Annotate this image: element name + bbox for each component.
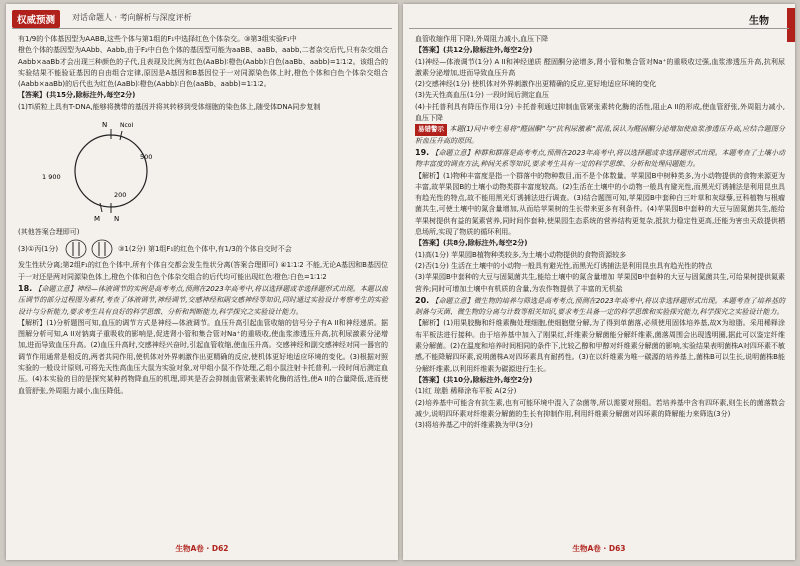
header-rule bbox=[409, 28, 789, 29]
paragraph: 有1/9的个体基因型为AABB,这些个体与第1组的F₁中选择红色个体杂交。③第3组实验F₁中 bbox=[18, 35, 297, 43]
plasmid-diagram bbox=[36, 115, 186, 225]
analysis: 【解析】(1)用果胶酶和纤维素酶处理细胞,使细胞壁分解,为了得到单菌落,必须使用固体培养基,故X为琼脂。采用稀释涂布平板法进行接种。由于培养基中加入了刚果红,纤维素分解菌能分解纤维素,菌落周围会出现透明圈,据此可以鉴定纤维素分解菌。(2)在温度和培养时间相同的条件下,比较乙醇和甲醇对纤维素分解菌的影响,实验结果表明菌株A对四环素不敏感,不能降解四环素,说明菌株A对四环素具有耐药性。(3)在以纤维素为唯一碳源的培养基上,菌株B可以生长,说明菌株B能分解纤维素,以利用纤维素为碳源进行生长。 bbox=[415, 319, 785, 373]
answer-line: (2)否(1分) 生活在土壤中的小动物一般具有避光性,而黑光灯诱捕法是利用昆虫具有趋光性的特点 bbox=[415, 261, 713, 270]
analysis: 【解析】(1)物种丰富度是指一个群落中的物种数目,而不是个体数量。苹果园B中树种类多,为小动物提供的食物来源更为丰富,故苹果园B的土壤小动物类群丰富度较高。(2)生活在土壤中的小动物一般具有避光性,而黑光灯诱捕法是利用昆虫具有趋光性的特点,故不能用黑光灯诱捕法进行调查。(3)结合题图可知,苹果园B中套种白三叶草和灰绿藜,豆科植物与根瘤菌共生,可使土壤中的氮含量增加,从而给苹果树的生长带来更多有利条件。(4)苹果园B中套种的大豆与固氮菌共生,能给苹果树提供有益的氮素营养,同时间作套种,使果园生态系统的营养结构更复杂,抵抗力稳定性更高,还能为害虫天敌提供栖息场所,实现了物质的循环利用。 bbox=[415, 171, 785, 237]
answer-heading: 【答案】(共10分,除标注外,每空2分) bbox=[415, 375, 533, 384]
page-footer: 生物A卷 · D63 bbox=[572, 544, 626, 553]
answer-row-3 bbox=[18, 238, 388, 260]
answer-line: (3)苹果园B中套种的大豆与固氮菌共生,能给土壤中的氮含量增加 苹果园B中套种的大豆与固氮菌共生,可给果树提供氮素营养;同时可增加土壤中有机质的含量,为农作物提供了丰富的无机盐 bbox=[415, 273, 785, 293]
question-number: 18. bbox=[18, 283, 33, 293]
length-label-500: 500 bbox=[140, 153, 153, 162]
answer-heading: 【答案】(共15分,除标注外,每空2分) bbox=[18, 91, 136, 100]
answer-3a: (3)①丙(1分) bbox=[18, 244, 59, 253]
question-intent: 【命题立意】神经—体液调节的实例是高考考点,预测在2023年高考中,将以选择题或非选择题形式出现。本题以血压调节的部分过程图为素材,考查了体液调节,神经调节,交感神经和副交感神经等知识,同时通过实验设计考察考生的实验设计与分析能力,要求考生具有良好的科学思维、分析和判断能力,科学探究之实验设计能力。 bbox=[18, 284, 388, 316]
site-marker bbox=[120, 131, 122, 140]
tip-text: 本题(1)问中考生易将“醛固酮”与“抗利尿激素”混淆,误认为醛固酮分泌增加使血浆渗透压升高,应结合题图分析血压升高的原因。 bbox=[415, 125, 785, 145]
question-intent: 【命题立意】种群和群落是高考考点,预测在2023年高考中,将以选择题或非选择题形式出现。本题考查了土壤小动物丰富度的调查方法,种间关系等知识,要求考生具有一定的科学思维、分析和处理问题能力。 bbox=[415, 148, 785, 169]
site-label-n1: N bbox=[102, 121, 108, 130]
paragraph: 血管收缩作用下降),外周阻力减小,血压下降 bbox=[415, 35, 549, 43]
brand-badge: 权威预测 bbox=[12, 10, 60, 28]
left-page bbox=[6, 4, 398, 560]
length-label-200: 200 bbox=[114, 191, 127, 200]
answer-line: (1)神经—体液调节(1分) A II和神经递质 醛固酮分泌增多,肾小管和集合管对Na⁺的重吸收过强,血浆渗透压升高,抗利尿激素分泌增加,进而导致血压升高 bbox=[415, 57, 785, 77]
answer-line: (2)培养基中可能含有抗生素,也有可能环境中混入了杂菌等,所以需要对照组。若培养基中含有四环素,则生长的菌落数会减少,说明四环素对纤维素分解菌的生长有抑制作用,利用纤维素分解菌对四环素的降解能力来筛选(3分) bbox=[415, 398, 785, 418]
paragraph: 发生性状分离;第2组F₁的红色个体中,所有个体自交都会发生性状分离(答案合理即可) ④1∶1∶2 不能,无论A基因和B基因位于一对还是两对同源染色体上,橙色个体和白色个体杂交组合的后代均可能出现红色∶橙色∶白色=1∶1∶2 bbox=[18, 261, 388, 281]
question-intent: 【命题立意】微生物的培养与筛选是高考考点,预测在2023年高考中,将以非选择题形式出现。本题考查了培养基的制备与灭菌、微生物的分离与计数等相关知识,要求考生具备一定的科学思维和实验探究能力,科学探究之实验设计能力。 bbox=[415, 296, 785, 317]
header-rule bbox=[12, 28, 392, 29]
right-page bbox=[403, 4, 795, 560]
tip-badge: 易错警示 bbox=[415, 124, 447, 135]
site-label-n2: N bbox=[114, 215, 120, 224]
answer-3b: ③1(2分) 第1组F₁的红色个体中,有1/3的个体自交时不会 bbox=[118, 244, 292, 253]
answer-heading: 【答案】(共8分,除标注外,每空2分) bbox=[415, 239, 528, 248]
page-footer: 生物A卷 · D62 bbox=[175, 544, 229, 553]
site-label-m: M bbox=[94, 215, 101, 224]
right-body bbox=[415, 34, 785, 431]
answer-line: (3)先天性高血压(1分) 一段时间后测定血压 bbox=[415, 91, 550, 100]
plasmid-ring bbox=[75, 135, 147, 207]
answer-line: (1)Ti质粒上具有T-DNA,能够将携带的基因并将其转移到受体细胞的染色体上,随受体DNA同步复制 bbox=[18, 102, 321, 111]
answer-line: (4)卡托普利具有降压作用(1分) 卡托普利通过抑制血管紧张素转化酶的活性,阻止A II的形成,使血管舒张,外周阻力减小,血压下降 bbox=[415, 102, 785, 123]
paragraph: 橙色个体的基因型为AAbb、Aabb,由于F₂中白色个体的基因型可能为aaBB、aaBb、aabb,二者杂交后代,只有杂交组合Aabb×aaBb才会出现三种颜色的子代,且表现及比例为红色(AaBb)∶橙色(Aabb)∶白色(aaBb、aabb)=1∶1∶2。该组合的实验结果不能验证基因的自由组合定律,原因是A基因和B基因位于一对同源染色体上时,橙色个体和白色个体杂交组合(Aabb×aaBb)的后代也为红色(AaBb)∶橙色(Aabb)∶白色(aaBb、aabb)=1∶1∶2。 bbox=[18, 46, 388, 89]
header-slogan: 对话命题人 · 考向解析与深度评析 bbox=[72, 13, 192, 22]
subject-title: 生物 bbox=[749, 16, 769, 27]
site-marker bbox=[100, 203, 102, 212]
answer-line: (3)将培养基乙中的纤维素换为甲(3分) bbox=[415, 421, 533, 430]
edge-tab bbox=[787, 8, 795, 42]
answer-line: (2)交感神经(1分) 使机体对外界刺激作出更精确的反应,更好地适应环境的变化 bbox=[415, 80, 657, 89]
length-label-1900: 1 900 bbox=[42, 173, 61, 182]
question-number: 19. bbox=[415, 147, 430, 157]
answer-line: (1)高(1分) 苹果园B植物种类较多,为土壤小动物提供的食物资源较多 bbox=[415, 250, 627, 259]
answer-line: (1)红 琼脂 稀释涂布平板 A(2分) bbox=[415, 387, 517, 396]
question-number: 20. bbox=[415, 295, 430, 305]
diagram-note: (其他答案合理即可) bbox=[18, 228, 80, 237]
analysis: 【解析】(1)分析题图可知,血压的调节方式是神经—体液调节。血压升高引起血管收缩的信号分子有A II和神经递质。据图解分析可知,A II对钠离子重吸收的影响是,促进肾小管和集合管对Na⁺的重吸收,使血浆渗透压升高,抗利尿激素分泌增加,进而导致血压升高。(2)血压升高时,交感神经兴奋时,引起血管收缩,使血压升高。交感神经和副交感神经对同一器官的调节作用通常是相反的,两者共同作用,使机体对外界刺激作出更精确的反应,使机体更好地适应环境的变化。(3)根据对照实验的一般设计原则,可将先天性高血压大鼠为实验对象,对甲组小鼠不作处理,乙组小鼠注射卡托普利,一段时间后测定血压。(4)本实验的目的是探究某种药物降血压的机理,即其是否会抑制血管紧张素转化酶的活性,使A II的合量降低,进而使血管舒张,外周阻力减小,血压降低。 bbox=[18, 318, 388, 395]
answer-heading: 【答案】(共12分,除标注外,每空2分) bbox=[415, 46, 533, 55]
chromosome-figure bbox=[58, 238, 118, 260]
left-body bbox=[18, 34, 388, 397]
site-label-ncoi: NcoI bbox=[120, 122, 134, 130]
